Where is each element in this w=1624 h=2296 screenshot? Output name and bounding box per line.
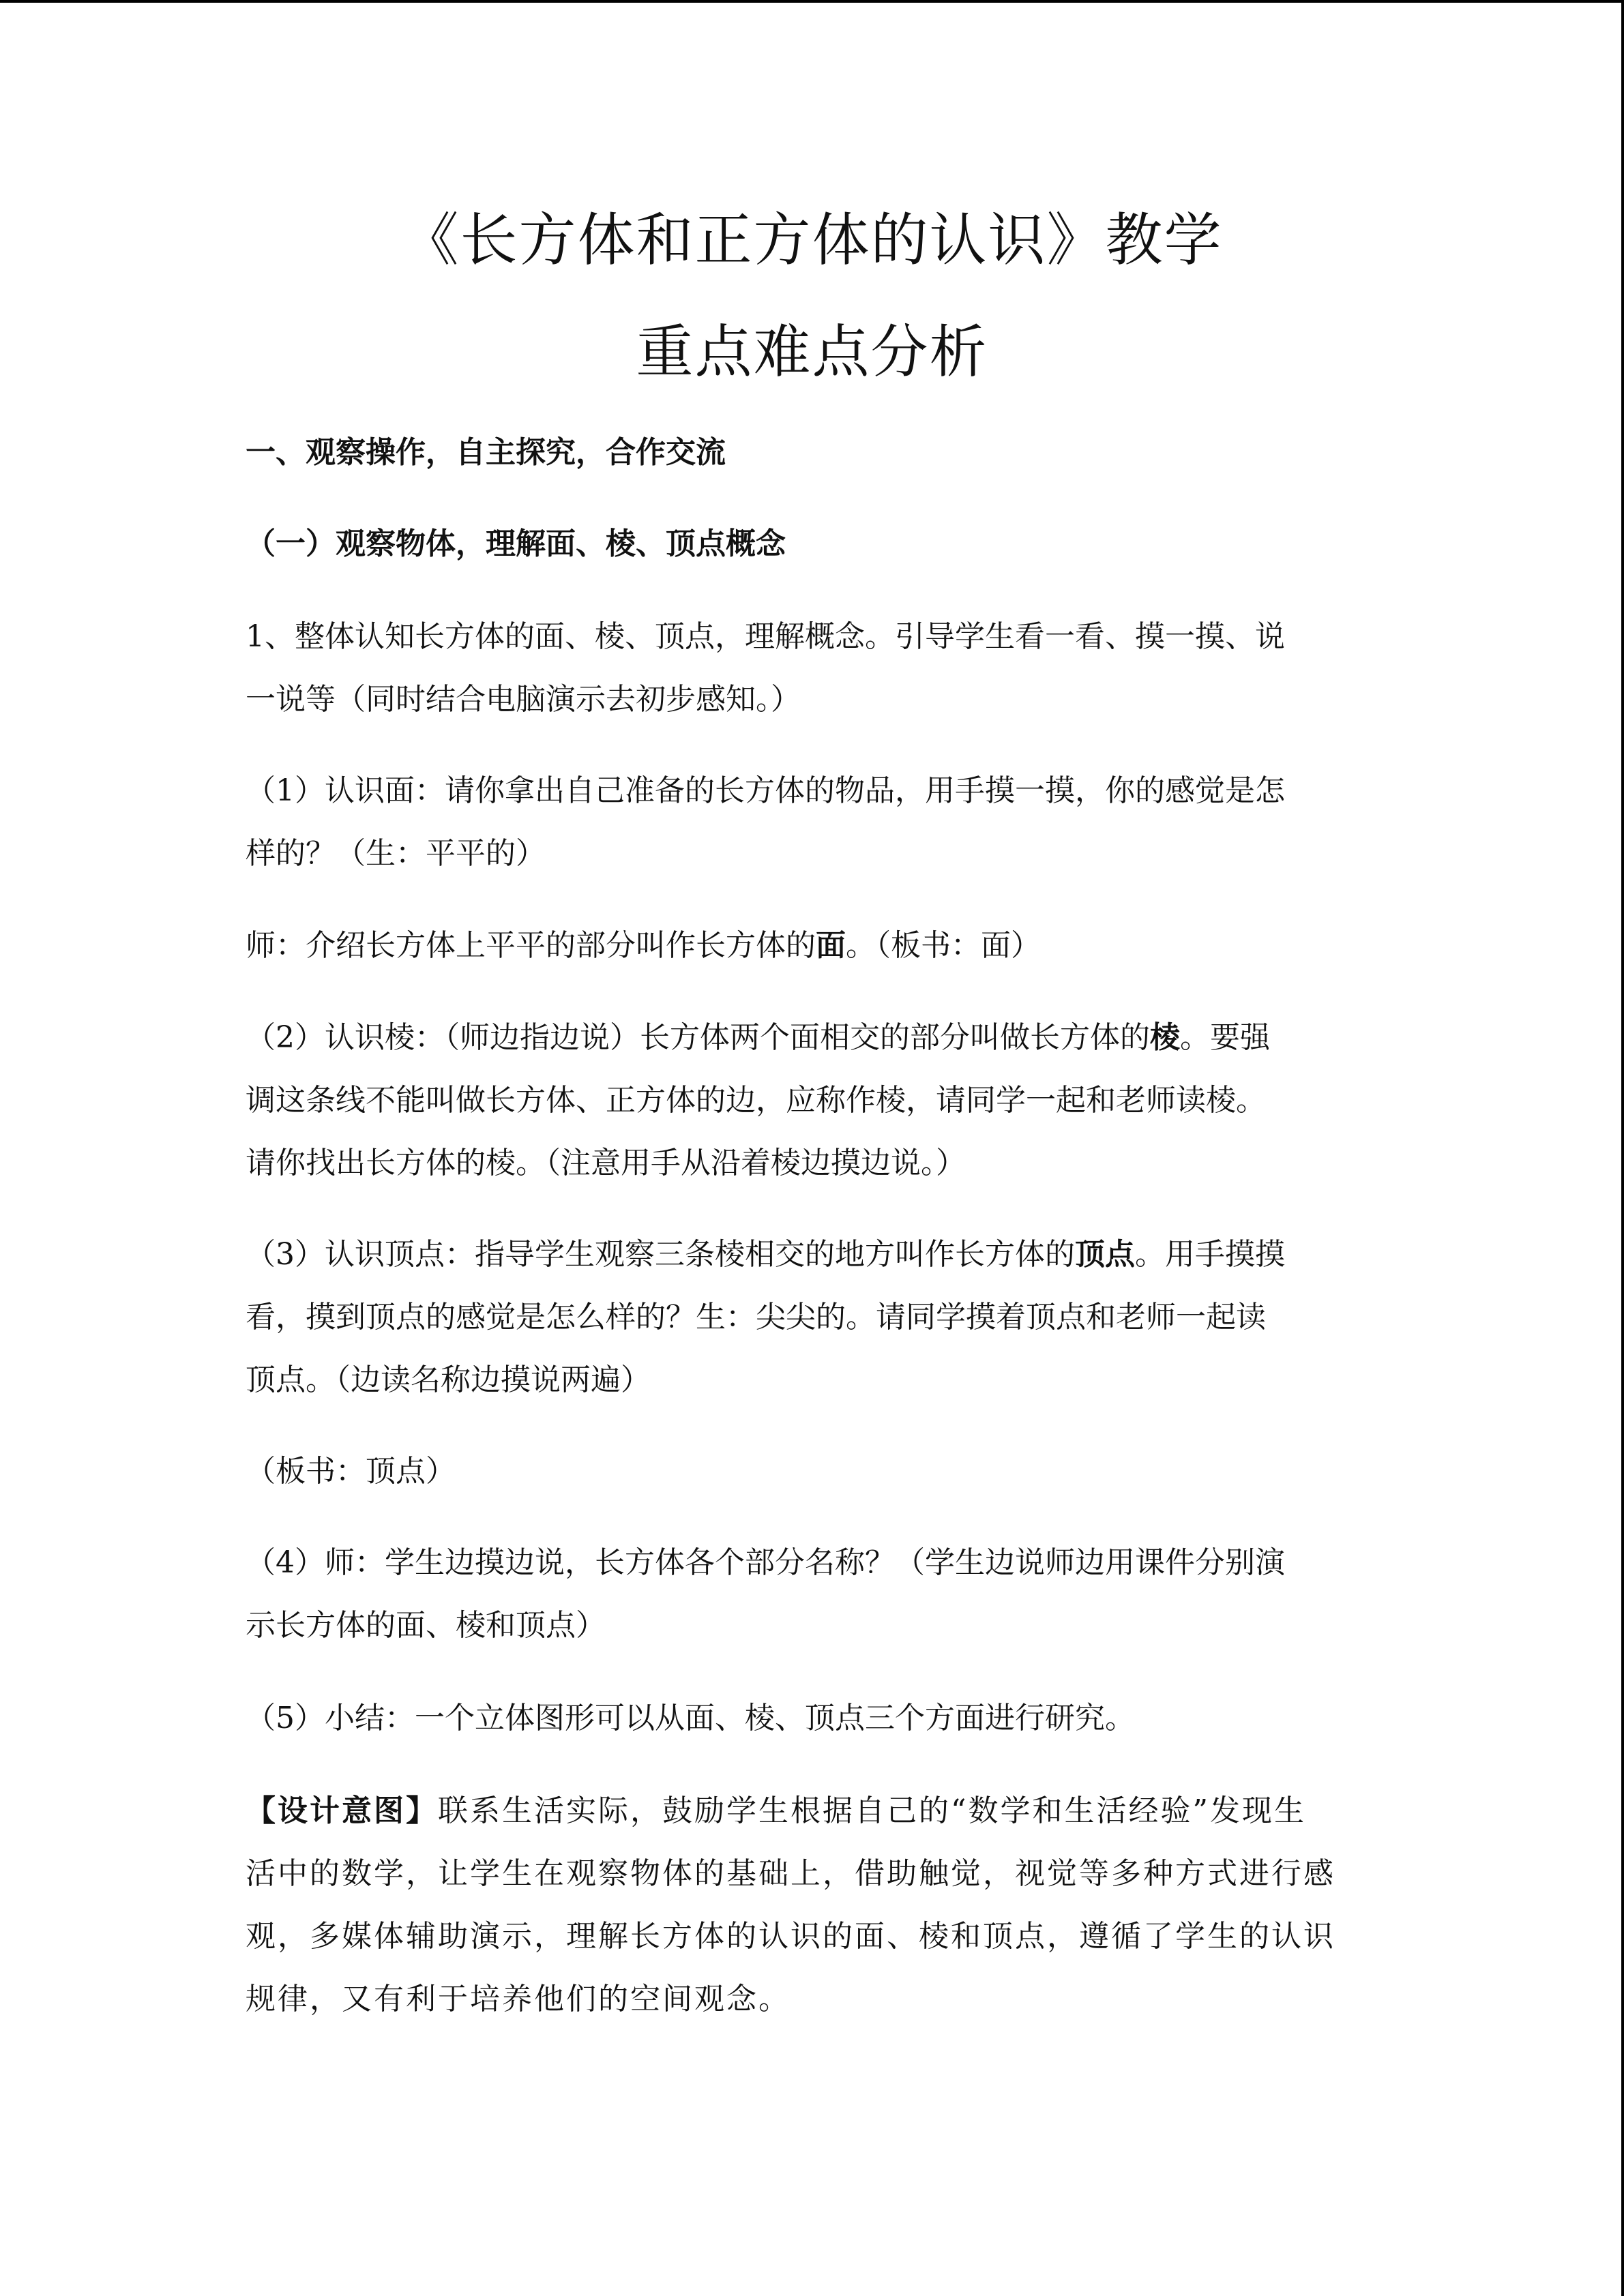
paragraph-line: （4）师：学生边摸边说，长方体各个部分名称？（学生边说师边用课件分别演	[246, 1545, 1285, 1580]
paragraph-line: 活中的数学，让学生在观察物体的基础上，借助触觉，视觉等多种方式进行感	[246, 1856, 1335, 1891]
paragraph-line: 规律，又有利于培养他们的空间观念。	[246, 1982, 791, 2016]
paragraph-line: 1、整体认知长方体的面、棱、顶点，理解概念。引导学生看一看、摸一摸、说	[246, 619, 1285, 654]
paragraph-line: 调这条线不能叫做长方体、正方体的边，应称作棱，请同学一起和老师读棱。	[246, 1083, 1266, 1118]
paragraph-recognize-vertex	[246, 1223, 1378, 1412]
paragraph-line: 样的？（生：平平的）	[246, 836, 546, 871]
paragraph-line	[246, 1007, 1378, 1069]
text-run: （3）认识顶点：指导学生观察三条棱相交的地方叫作长方体的	[246, 1237, 1075, 1272]
paragraph-teacher-names	[246, 1532, 1378, 1657]
paragraph-teacher-face	[246, 914, 1378, 977]
bold-term-face: 面	[816, 928, 846, 963]
text-run: 。要强	[1180, 1020, 1270, 1055]
paragraph-line: 示长方体的面、棱和顶点）	[246, 1608, 606, 1643]
section-heading: 一、观察操作，自主探究，合作交流	[246, 435, 726, 470]
paragraph-line	[246, 1780, 1378, 1843]
text-run: 。（板书：面）	[846, 928, 1041, 963]
paragraph-overall-cognition	[246, 606, 1378, 731]
text-run: 联系生活实际，鼓励学生根据自己的“数学和生活经验”发现生	[438, 1793, 1306, 1828]
subsection-heading: （一）观察物体，理解面、棱、顶点概念	[246, 526, 786, 561]
paragraph-line	[246, 914, 1378, 977]
paragraph-line: 一说等（同时结合电脑演示去初步感知。）	[246, 682, 801, 717]
design-intent	[246, 1780, 1378, 2031]
paragraph-recognize-edge	[246, 1007, 1378, 1195]
paragraph-line: 顶点。（边读名称边摸说两遍）	[246, 1362, 651, 1397]
paragraph-line	[246, 1223, 1378, 1286]
paragraph-line: 看，摸到顶点的感觉是怎么样的？生：尖尖的。请同学摸着顶点和老师一起读	[246, 1300, 1266, 1335]
paragraph-summary: （5）小结：一个立体图形可以从面、棱、顶点三个方面进行研究。	[246, 1701, 1135, 1735]
paragraph-line: （1）认识面：请你拿出自己准备的长方体的物品，用手摸一摸，你的感觉是怎	[246, 773, 1285, 808]
text-run: （2）认识棱：（师边指边说）长方体两个面相交的部分叫做长方体的	[246, 1020, 1150, 1055]
paragraph-line: 观，多媒体辅助演示，理解长方体的认识的面、棱和顶点，遵循了学生的认识	[246, 1919, 1335, 1954]
bold-term-edge: 棱	[1150, 1020, 1180, 1055]
text-run: 师：介绍长方体上平平的部分叫作长方体的	[246, 928, 816, 963]
text-run: 。用手摸摸	[1135, 1237, 1285, 1272]
paragraph-board-vertex: （板书：顶点）	[246, 1454, 456, 1489]
bold-term-vertex: 顶点	[1075, 1237, 1135, 1272]
document-title-line-2: 重点难点分析	[636, 318, 988, 385]
page-border-top	[0, 0, 1624, 3]
paragraph-line: 请你找出长方体的棱。（注意用手从沿着棱边摸边说。）	[246, 1146, 966, 1180]
paragraph-recognize-face	[246, 760, 1378, 885]
design-intent-label: 【设计意图】	[246, 1793, 438, 1828]
document-title-line-1: 《长方体和正方体的认识》教学	[401, 207, 1223, 273]
